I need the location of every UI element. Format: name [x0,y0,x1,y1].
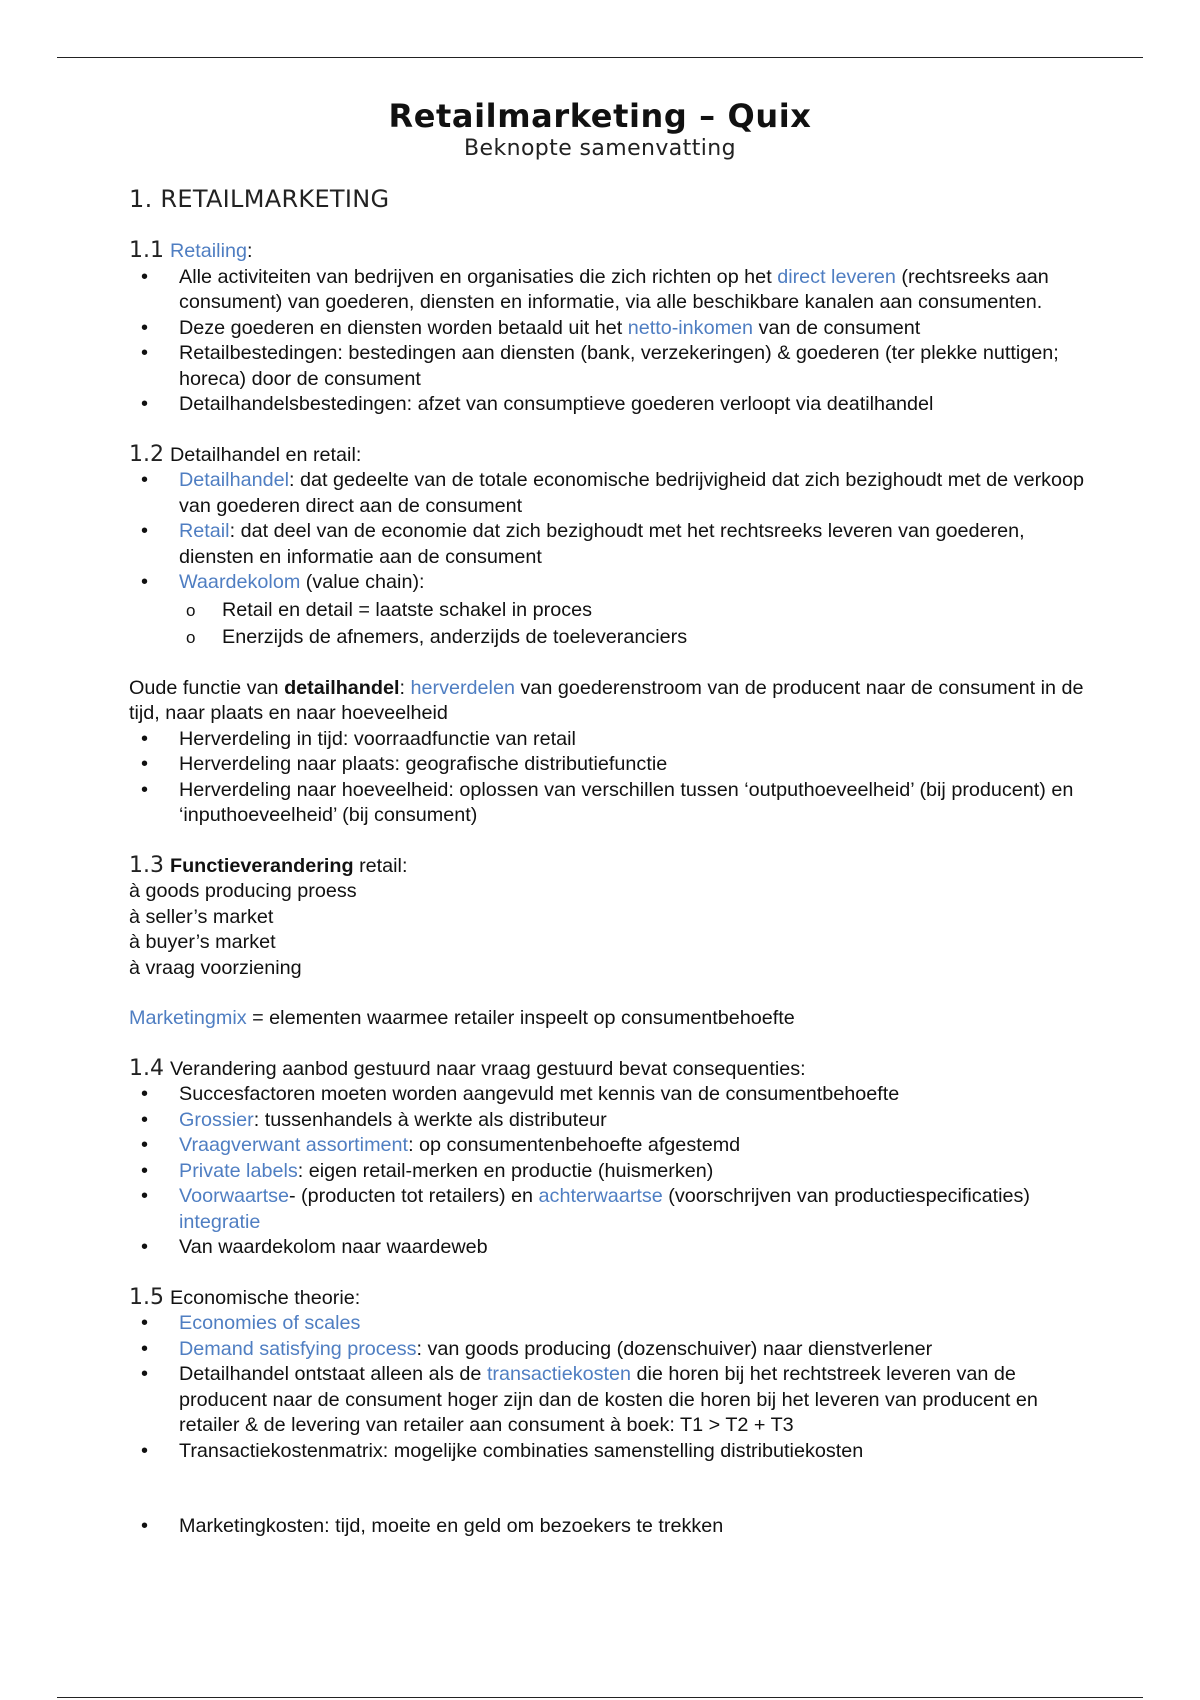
highlight-term: Vraagverwant assortiment [179,1134,409,1156]
highlight-term: Economies of scales [179,1312,361,1334]
highlight-term: Grossier [179,1108,254,1131]
list-item: • Deze goederen en diensten worden betaald uit het netto-inkomen van de consument [129,316,1099,342]
bold-term: Functieverandering [170,854,354,877]
footer-rule [57,1697,1143,1698]
sub-list-item: o Enerzijds de afnemers, anderzijds de toeleveranciers [129,625,1099,651]
highlight-term: Demand satisfying process [179,1337,417,1360]
section-1-2 [129,442,1099,651]
highlight-term: Voorwaartse [179,1185,289,1207]
section-1-4 [129,1056,1099,1261]
sub-list [129,598,1099,651]
bullet-list [129,468,1099,596]
header-rule [57,57,1143,58]
list-item: • Private labels: eigen retail-merken en productie (huismerken) [129,1159,1099,1185]
highlight-term: transactiekosten [486,1363,631,1385]
list-item: • Transactiekostenmatrix: mogelijke combinaties samenstelling distributiekosten [129,1439,1099,1465]
section-number: 1.4 [129,1055,164,1081]
list-item: • Herverdeling in tijd: voorraadfunctie van retail [129,727,1099,753]
section-number: 1.3 [129,852,164,878]
bold-term: detailhandel [284,676,400,699]
section-1-1 [129,238,1099,418]
arrow-line: à seller’s market [129,905,274,928]
highlight-term: direct leveren [777,265,896,288]
highlight-term: netto-inkomen [627,316,754,339]
list-item: • Voorwaartse- (producten tot retailers) en achterwaartse (voorschrijven van productiespecificaties) integratie [129,1184,1099,1235]
bullet-list [129,727,1099,829]
sub-list-item: o Retail en detail = laatste schakel in proces [129,598,1099,624]
section-number: 1.5 [129,1284,164,1310]
chapter-heading: 1. RETAILMARKETING [129,185,390,213]
highlight-term: Marketingmix [129,1007,247,1029]
section-heading: 1.5 Economische theorie: [129,1284,361,1310]
highlight-term: herverdelen [410,676,515,699]
arrow-line: à goods producing proess [129,880,357,902]
list-item: • Alle activiteiten van bedrijven en organisaties die zich richten op het direct leveren (rechtsreeks aan consument) van goederen, diensten en informatie, via alle beschikbare kanalen aan consumenten. [129,265,1099,316]
section-heading: 1.4 Verandering aanbod gestuurd naar vraag gestuurd bevat consequenties: [129,1055,806,1081]
page-title: Retailmarketing – Quix [388,97,812,135]
list-item: • Herverdeling naar plaats: geografische distributiefunctie [129,752,1099,778]
bullet-list [129,1311,1099,1464]
highlight-term: achterwaartse [538,1185,663,1207]
arrow-line: à vraag voorziening [129,956,302,979]
list-item: • Succesfactoren moeten worden aangevuld met kennis van de consumentbehoefte [129,1082,1099,1108]
section-heading: 1.2 Detailhandel en retail: [129,441,362,467]
list-item: • Van waardekolom naar waardeweb [129,1235,1099,1261]
document-body [129,96,1099,1540]
highlight-term: Detailhandel [179,469,289,491]
list-item: • Marketingkosten: tijd, moeite en geld om bezoekers te trekken [129,1514,1099,1540]
list-item: • Demand satisfying process: van goods producing (dozenschuiver) naar dienstverlener [129,1337,1099,1363]
page-subtitle: Beknopte samenvatting [464,136,736,161]
highlight-term: Waardekolom [179,571,301,593]
paragraph-marketingmix: Marketingmix = elementen waarmee retailer inspeelt op consumentbehoefte [129,1007,795,1029]
section-1-3 [129,853,1099,982]
section-number: 1.1 [129,238,164,263]
paragraph-oude-functie [129,676,1099,829]
list-item [129,1311,1099,1337]
bullet-list [129,1082,1099,1261]
highlight-term: integratie [179,1210,261,1233]
list-item: • Detailhandelsbestedingen: afzet van consumptieve goederen verloopt via deatilhandel [129,392,1099,418]
text: : [246,240,253,262]
section-heading: 1.3 Functieverandering retail: [129,852,408,878]
list-item: • Waardekolom (value chain): [129,570,1099,596]
list-item: • Detailhandel ontstaat alleen als de transactiekosten die horen bij het rechtstreek leveren van de producent naar de consument hoger zijn dan de kosten die horen bij het leveren van producent en retailer & de levering van retailer aan consument à boek: T1 > T2 + T3 [129,1362,1099,1439]
bullet-list [129,265,1099,418]
section-heading [129,238,1099,265]
list-item: • Vraagverwant assortiment: op consumentenbehoefte afgestemd [129,1133,1099,1159]
list-item: • Detailhandel: dat gedeelte van de totale economische bedrijvigheid dat zich bezighoudt met de verkoop van goederen direct aan de consument [129,468,1099,519]
bullet-list [129,1514,1099,1540]
section-1-5 [129,1285,1099,1540]
list-item: • Retailbestedingen: bestedingen aan diensten (bank, verzekeringen) & goederen (ter plekke nuttigen; horeca) door de consument [129,341,1099,392]
highlight-term: Retail [179,520,230,542]
paragraph-text: Oude functie van detailhandel: herverdelen van goederenstroom van de producent naar de consument in de tijd, naar plaats en naar hoeveelheid [129,676,1084,724]
highlight-term: Retailing [170,240,247,262]
list-item: • Retail: dat deel van de economie dat zich bezighoudt met het rechtsreeks leveren van goederen, diensten en informatie aan de consument [129,519,1099,570]
arrow-line: à buyer’s market [129,931,276,953]
list-item: • Grossier: tussenhandels à werkte als distributeur [129,1108,1099,1134]
section-number: 1.2 [129,441,164,467]
list-item: • Herverdeling naar hoeveelheid: oplossen van verschillen tussen ‘outputhoeveelheid’ (bij producent) en ‘inputhoeveelheid’ (bij consument) [129,778,1099,829]
highlight-term: Private labels [179,1159,298,1182]
